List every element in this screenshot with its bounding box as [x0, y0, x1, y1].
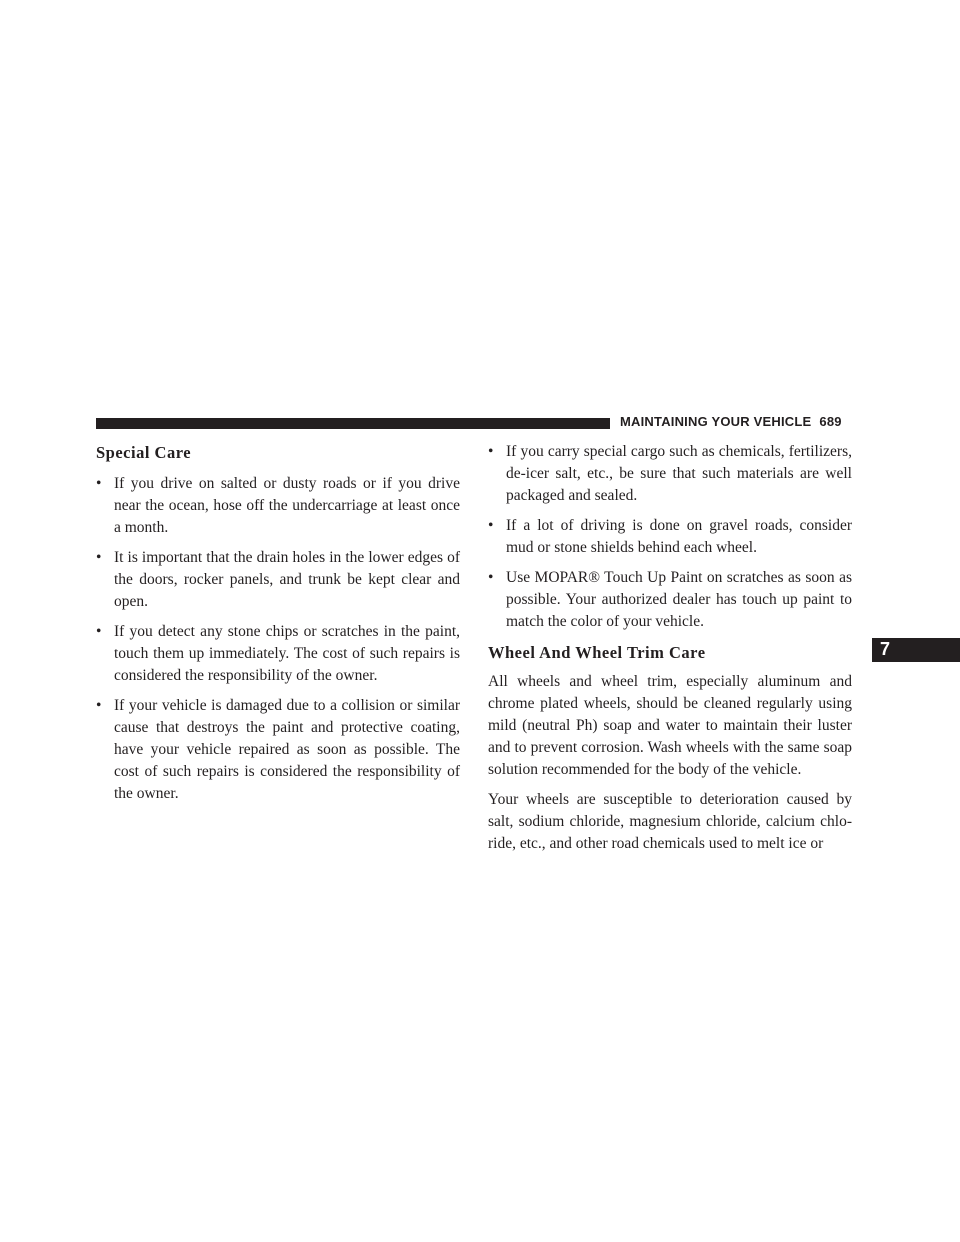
bullet-icon: • — [488, 517, 494, 534]
list-item: • If a lot of driving is done on gravel roads, consider mud or stone shields behind each wheel. — [488, 517, 852, 556]
list-item: • If your vehicle is damaged due to a collision or similar cause that destroys the paint and protective coating, have your vehicle repaired as soon as possible. The cost of such repairs is considered the responsibility of the owner. — [96, 697, 460, 802]
list-item: • If you detect any stone chips or scratches in the paint, touch them up immediately. The cost of such repairs is considered the responsibility of the owner. — [96, 623, 460, 684]
bullet-icon: • — [96, 623, 102, 640]
chapter-number: 7 — [880, 639, 891, 659]
right-column — [488, 441, 852, 863]
left-column — [96, 441, 460, 813]
special-care-list-continued — [488, 441, 852, 633]
special-care-heading: Special Care — [96, 443, 192, 462]
bullet-icon: • — [488, 443, 494, 460]
chapter-tab — [872, 638, 960, 662]
list-item: • It is important that the drain holes in the lower edges of the doors, rocker panels, and trunk be kept clear and open. — [96, 549, 460, 610]
bullet-icon: • — [488, 569, 494, 586]
wheel-care-heading: Wheel And Wheel Trim Care — [488, 643, 706, 662]
special-care-list — [96, 473, 460, 805]
list-item: • If you drive on salted or dusty roads or if you drive near the ocean, hose off the undercarriage at least once a month. — [96, 475, 460, 536]
running-header — [620, 414, 842, 429]
wheel-care-paragraph: Your wheels are susceptible to deterioration caused by salt, sodium chloride, magnesium chloride, calcium chlo-ride, etc., and other road chemicals used to melt ice or — [488, 791, 852, 852]
header-rule — [96, 418, 610, 429]
section-title: MAINTAINING YOUR VEHICLE — [620, 414, 812, 429]
list-item: • If you carry special cargo such as chemicals, fertilizers, de-icer salt, etc., be sure that such materials are well packaged and sealed. — [488, 443, 852, 504]
bullet-icon: • — [96, 697, 102, 714]
bullet-icon: • — [96, 549, 102, 566]
wheel-care-paragraph: All wheels and wheel trim, especially aluminum and chrome plated wheels, should be cleaned regularly using mild (neutral Ph) soap and water to maintain their luster and to prevent corrosion. Wash wheels with the same soap solution recommended for the body of the vehicle. — [488, 673, 852, 778]
list-item: • Use MOPAR® Touch Up Paint on scratches as soon as possible. Your authorized dealer has touch up paint to match the color of your vehicle. — [488, 569, 852, 630]
bullet-icon: • — [96, 475, 102, 492]
page-number: 689 — [819, 414, 842, 429]
